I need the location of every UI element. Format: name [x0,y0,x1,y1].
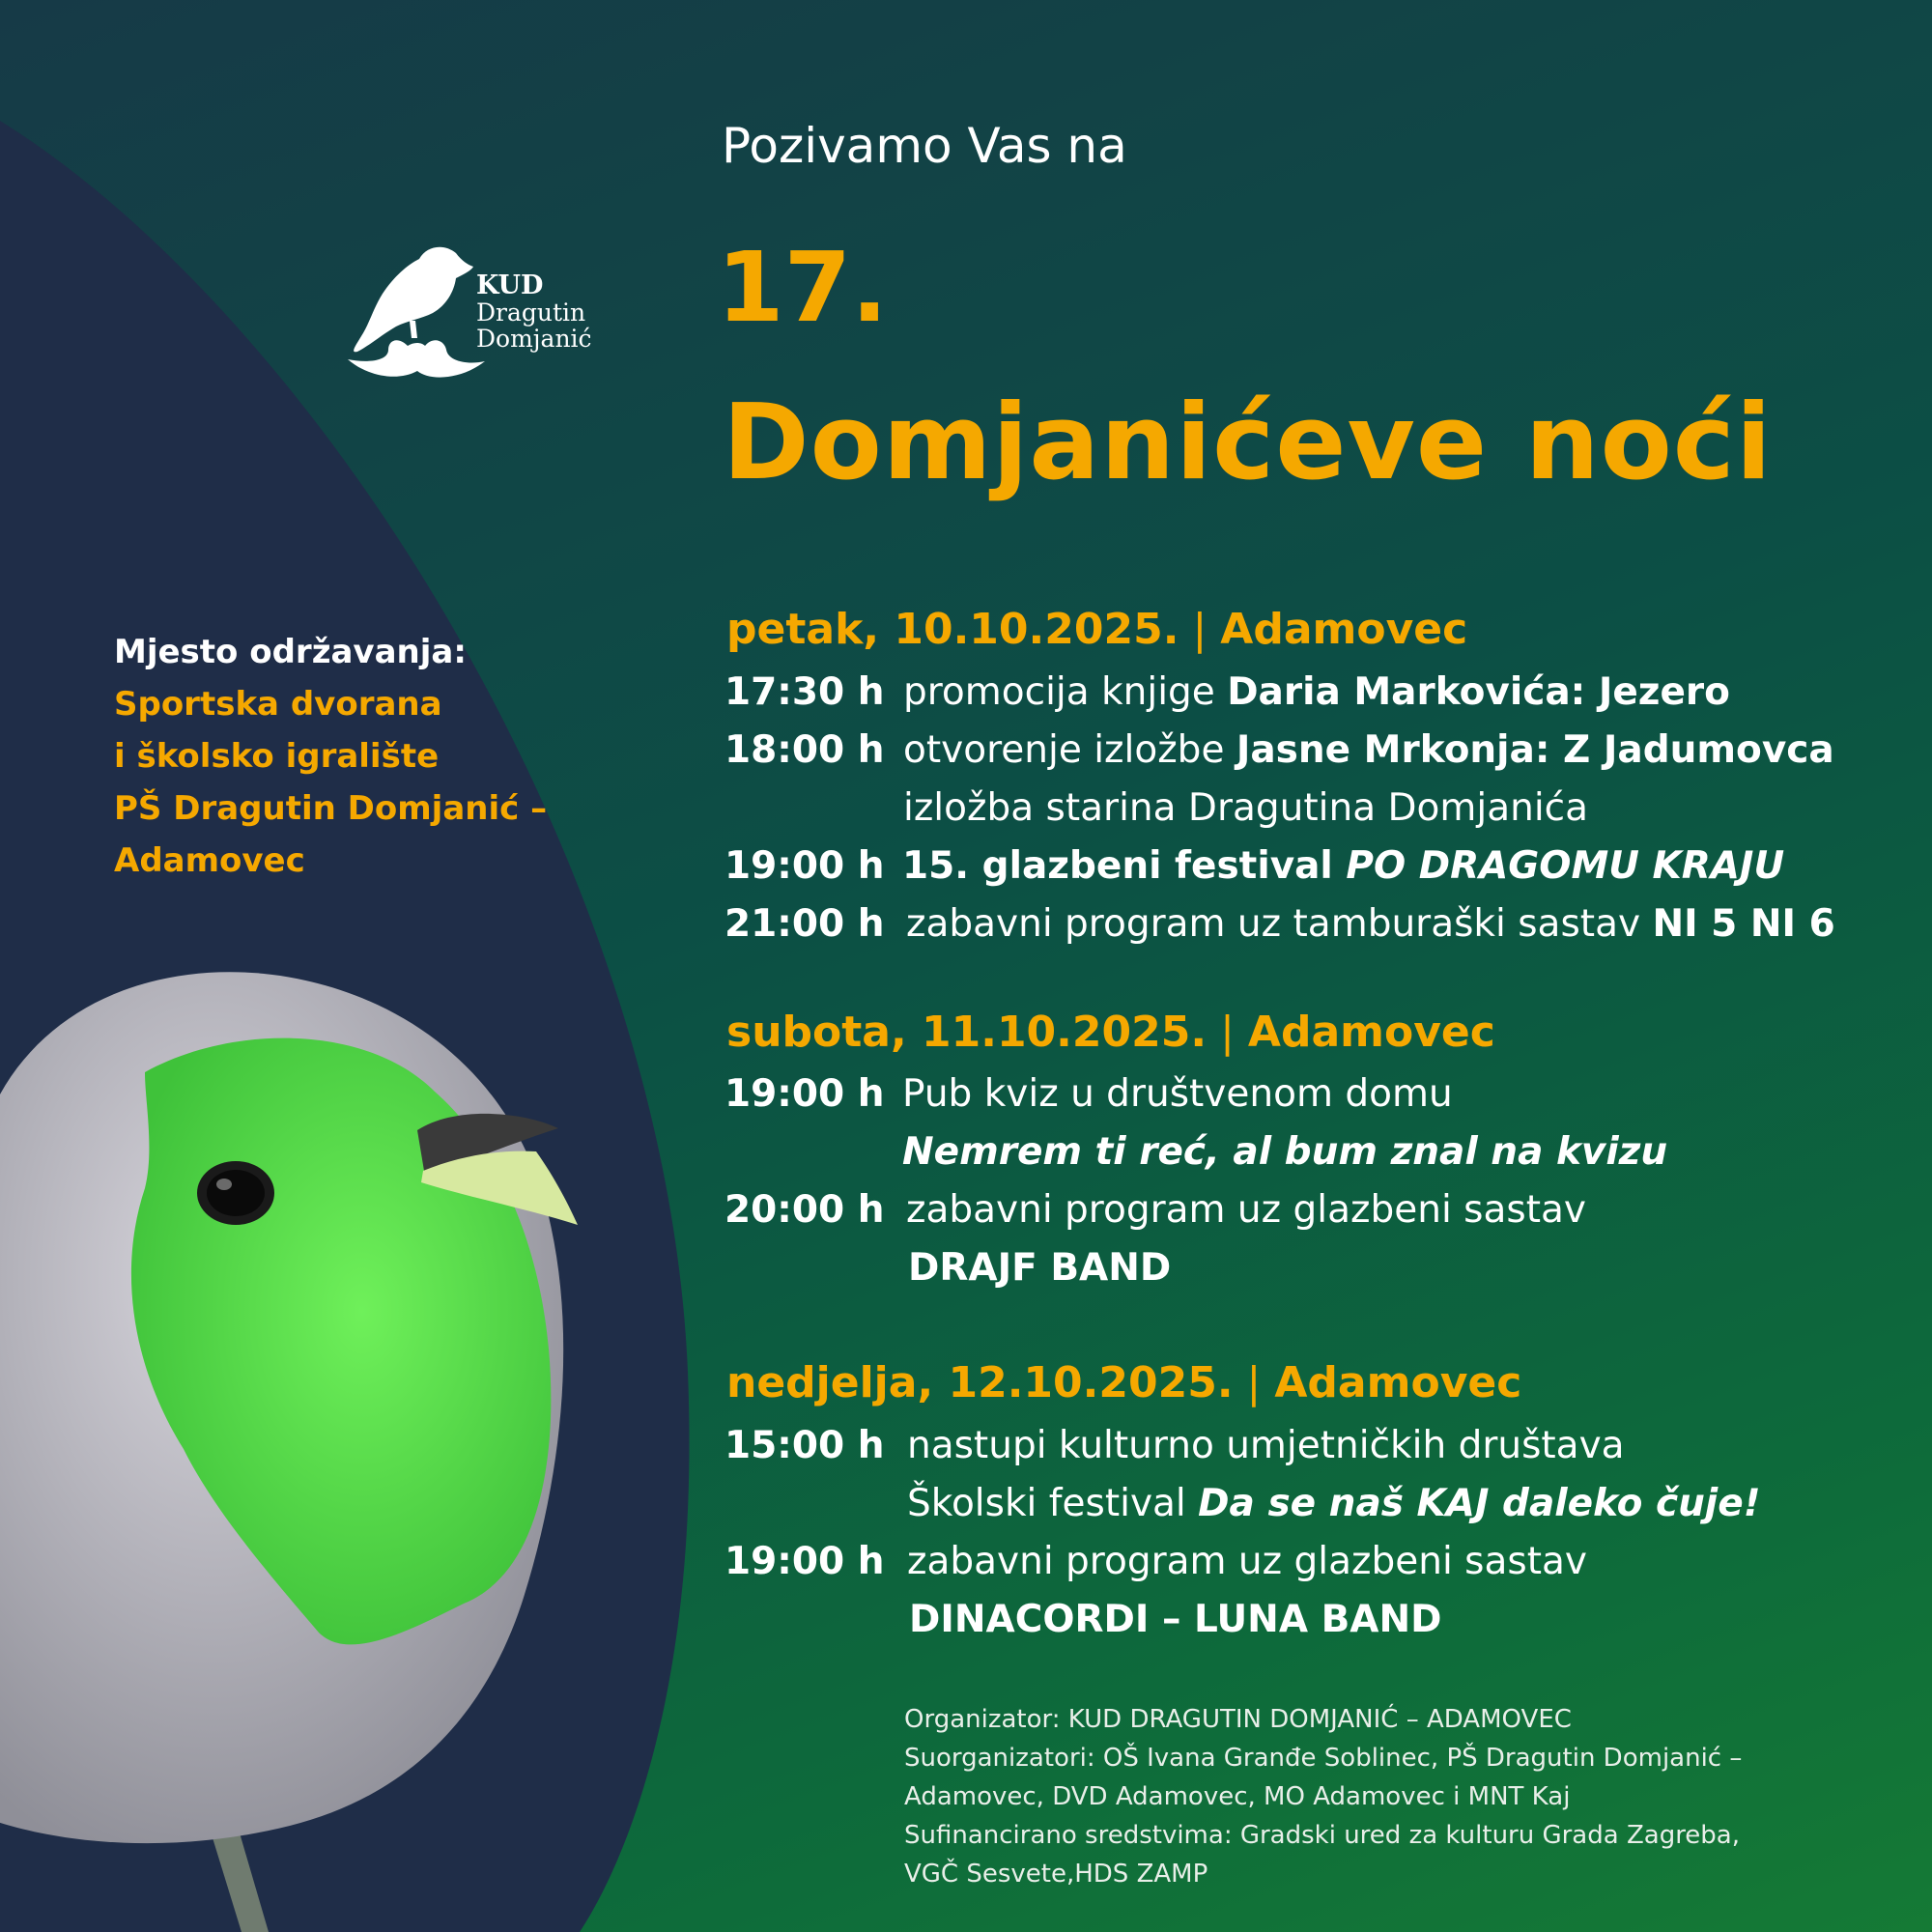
event-description [909,1598,1442,1641]
logo-line-3: Domjanić [476,325,592,353]
logo-line-2: Dragutin [476,298,586,327]
event-text: Pub kviz u društvenom domu [902,1072,1453,1116]
event-text: izložba starina Dragutina Domjanića [903,786,1589,830]
event-text: promocija knjige [903,670,1228,714]
venue-line: PŠ Dragutin Domjanić – [114,789,548,828]
event-text: zabavni program uz tamburaški sastav [906,902,1653,946]
event-description [907,1540,1587,1583]
credits-footer [904,1700,1742,1893]
edition-number: 17. [717,231,889,344]
event-highlight: PO DRAGOMU KRAJU [1346,844,1785,888]
event-time: 19:00 h [724,1540,885,1583]
event-description [908,1246,1172,1290]
event-time: 20:00 h [724,1188,885,1232]
venue-label: Mjesto održavanja: [114,633,467,671]
event-text: zabavni program uz glazbeni sastav [906,1188,1586,1232]
event-highlight: Da se naš KAJ daleko čuje! [1198,1482,1761,1525]
event-highlight: Nemrem ti reć, al bum znal na kvizu [902,1130,1668,1174]
venue-block [114,626,547,887]
event-text: Školski festival [907,1482,1199,1525]
event-highlight: NI 5 NI 6 [1652,902,1835,946]
venue-line: Adamovec [114,841,305,880]
event-time: 19:00 h [724,1072,885,1116]
event-description [906,1188,1586,1232]
event-time: 17:30 h [724,670,885,714]
event-text: 15. glazbeni festival [902,844,1347,888]
logo-wordmark [476,272,592,351]
venue-line: Sportska dvorana [114,685,442,724]
day-date: petak, 10.10.2025. [726,605,1179,654]
event-description [902,1130,1668,1174]
event-description [907,1424,1625,1467]
intro-text: Pozivamo Vas na [722,118,1127,174]
day-date: subota, 11.10.2025. [726,1008,1208,1057]
event-highlight: Daria Markovića: Jezero [1227,670,1730,714]
day-separator: | [1246,1358,1262,1407]
event-description [902,844,1785,888]
event-highlight: Jasne Mrkonja: Z Jadumovca [1236,728,1834,772]
logo-line-1: KUD [476,270,544,300]
day-separator: | [1220,1008,1235,1057]
day-heading-friday [726,605,1467,654]
event-description [903,728,1834,772]
event-description [906,902,1835,946]
event-title: Domjanićeve noći [723,383,1773,503]
day-separator: | [1192,605,1208,654]
credits-line: Organizator: KUD DRAGUTIN DOMJANIĆ – ADAMOVEC [904,1705,1572,1734]
event-description [903,670,1730,714]
day-heading-sunday [726,1358,1521,1407]
event-description [902,1072,1453,1116]
event-time: 21:00 h [724,902,885,946]
event-time: 19:00 h [724,844,885,888]
credits-line: Suorganizatori: OŠ Ivana Granđe Soblinec, PŠ Dragutin Domjanić – [904,1744,1743,1773]
credits-line: Sufinancirano sredstvima: Gradski ured za kulturu Grada Zagreba, [904,1821,1741,1850]
day-date: nedjelja, 12.10.2025. [726,1358,1234,1407]
event-description [903,786,1589,830]
credits-line: Adamovec, DVD Adamovec, MO Adamovec i MNT Kaj [904,1782,1571,1811]
venue-line: i školsko igralište [114,737,440,776]
day-heading-saturday [726,1008,1495,1057]
event-text: nastupi kulturno umjetničkih društava [907,1424,1625,1467]
day-place: Adamovec [1247,1008,1495,1057]
event-highlight: DRAJF BAND [908,1246,1172,1290]
event-time: 18:00 h [724,728,885,772]
event-description [907,1482,1761,1525]
event-highlight: DINACORDI – LUNA BAND [909,1598,1442,1641]
event-text: otvorenje izložbe [903,728,1236,772]
event-text: zabavni program uz glazbeni sastav [907,1540,1587,1583]
event-time: 15:00 h [724,1424,885,1467]
credits-line: VGČ Sesvete,HDS ZAMP [904,1860,1208,1889]
day-place: Adamovec [1274,1358,1522,1407]
day-place: Adamovec [1220,605,1468,654]
